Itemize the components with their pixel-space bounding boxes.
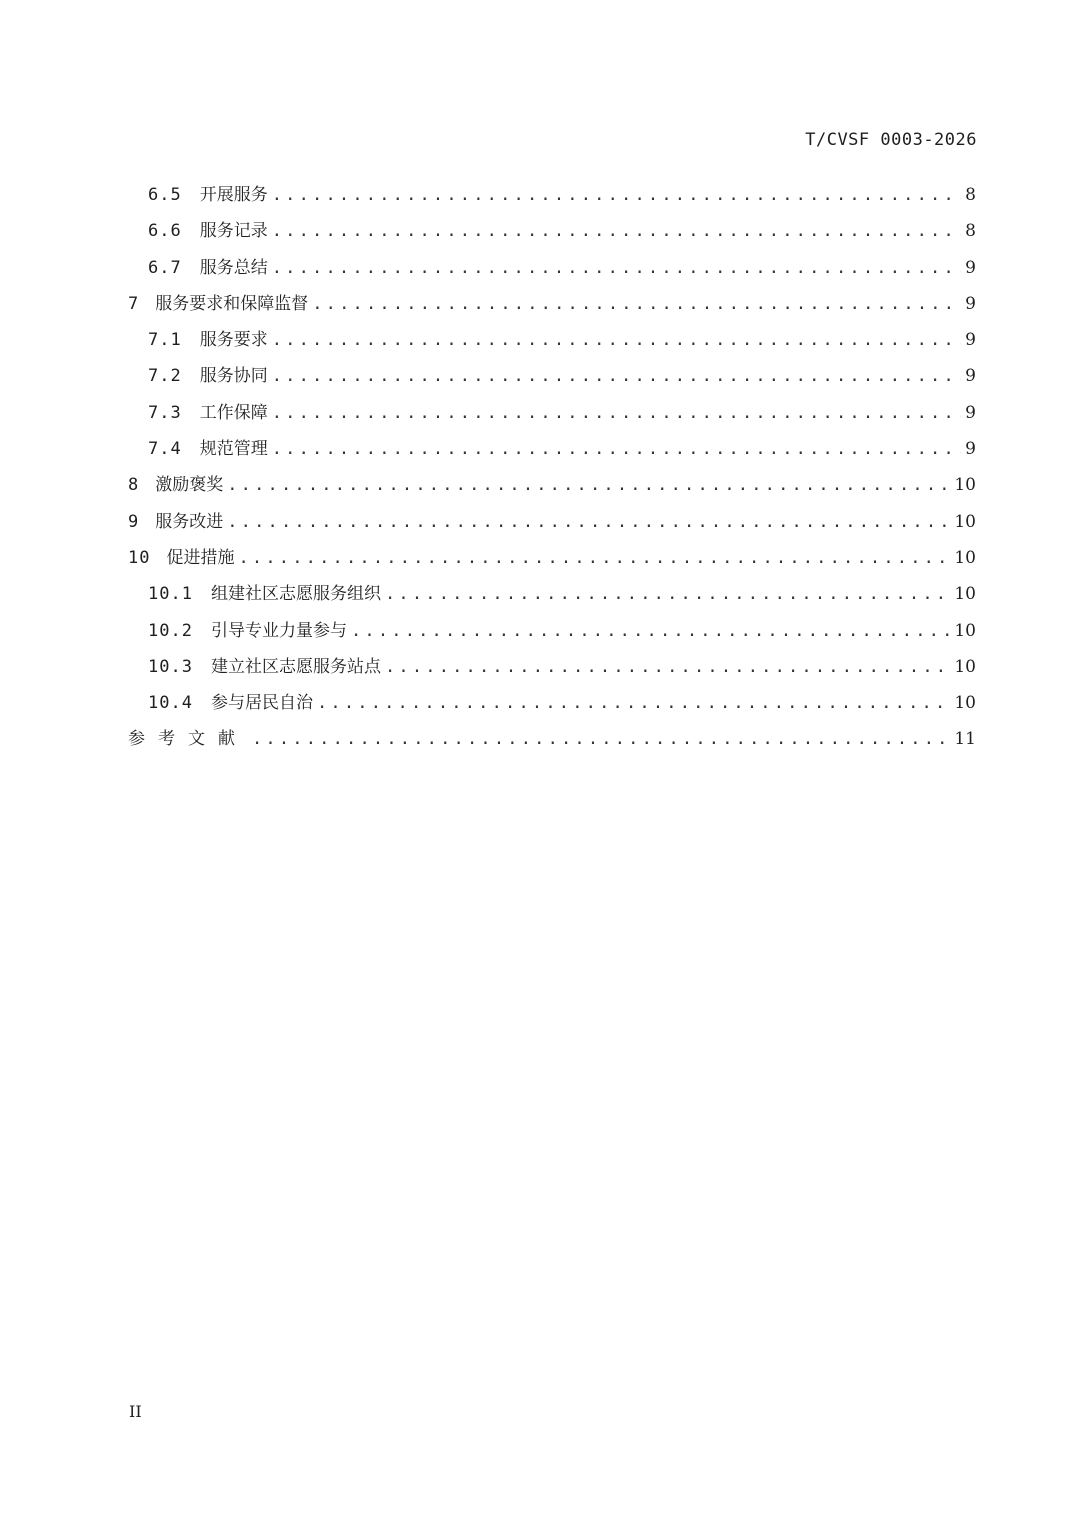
toc-dot-leader	[252, 729, 950, 749]
toc-entry-title: 开展服务	[199, 185, 268, 205]
toc-entry-8[interactable]	[128, 470, 976, 506]
toc-entry-title: 服务总结	[199, 257, 268, 278]
toc-dot-leader	[272, 403, 961, 423]
toc-entry-title: 服务协同	[199, 366, 268, 387]
toc-entry-page: 10	[954, 475, 976, 496]
toc-dot-leader	[272, 221, 961, 241]
toc-entry-title: 建立社区志愿服务站点	[210, 656, 381, 677]
toc-entry-10-4[interactable]	[128, 688, 976, 724]
toc-entry-page: 11	[954, 729, 976, 750]
toc-entry-number: 7.2	[148, 366, 182, 387]
table-of-contents	[128, 180, 976, 761]
toc-entry-number: 10.2	[148, 620, 193, 641]
toc-entry-title: 工作保障	[199, 402, 268, 423]
toc-entry-7-1[interactable]	[128, 325, 976, 361]
toc-dot-leader	[317, 693, 950, 713]
toc-entry-number: 10.4	[148, 693, 193, 714]
toc-entry-number: 7.1	[148, 330, 182, 351]
toc-entry-7-3[interactable]	[128, 398, 976, 434]
toc-entry-page: 10	[954, 547, 976, 568]
toc-entry-10-2[interactable]	[128, 616, 976, 652]
toc-entry-number: 7.3	[148, 402, 182, 423]
toc-entry-10[interactable]	[128, 543, 976, 579]
toc-dot-leader	[351, 621, 950, 641]
toc-entry-number: 10.3	[148, 656, 193, 677]
toc-dot-leader	[272, 185, 961, 205]
toc-dot-leader	[238, 548, 950, 568]
toc-entry-7-4[interactable]	[128, 434, 976, 470]
toc-entry-page: 9	[965, 257, 976, 278]
toc-entry-number: 7	[128, 293, 140, 314]
toc-dot-leader	[227, 475, 950, 495]
toc-entry-page: 10	[954, 656, 976, 677]
toc-entry-page: 10	[954, 584, 976, 605]
toc-entry-title: 参与居民自治	[210, 693, 313, 714]
toc-entry-number: 9	[128, 511, 140, 532]
toc-entry-number: 10.1	[148, 584, 193, 605]
toc-dot-leader	[385, 584, 950, 604]
toc-entry-number: 10	[128, 547, 151, 568]
toc-dot-leader	[272, 330, 961, 350]
toc-dot-leader	[312, 294, 961, 314]
toc-entry-title: 规范管理	[199, 439, 268, 460]
toc-entry-title: 促进措施	[166, 547, 235, 568]
toc-entry-number: 6.6	[148, 221, 182, 242]
page-number: II	[129, 1402, 142, 1421]
toc-entry-page: 9	[965, 366, 976, 387]
toc-entry-7-2[interactable]	[128, 361, 976, 397]
toc-entry-page: 9	[965, 330, 976, 351]
toc-entry-page: 8	[965, 221, 976, 242]
toc-dot-leader	[272, 366, 961, 386]
toc-entry-number: 8	[128, 475, 140, 496]
toc-entry-number: 6.7	[148, 257, 182, 278]
toc-entry-page: 9	[965, 293, 976, 314]
toc-dot-leader	[227, 512, 950, 532]
toc-entry-title: 组建社区志愿服务组织	[210, 584, 381, 605]
toc-entry-6-5[interactable]	[128, 180, 976, 216]
toc-entry-number: 7.4	[148, 439, 182, 460]
toc-entry-6-7[interactable]	[128, 253, 976, 289]
toc-entry-9[interactable]	[128, 507, 976, 543]
toc-entry-page: 10	[954, 620, 976, 641]
toc-entry-references[interactable]	[128, 724, 976, 760]
toc-entry-6-6[interactable]	[128, 216, 976, 252]
toc-entry-number: 6.5	[148, 185, 182, 205]
toc-entry-page: 9	[965, 402, 976, 423]
toc-entry-page: 10	[954, 511, 976, 532]
toc-entry-title: 服务改进	[155, 511, 224, 532]
toc-dot-leader	[385, 657, 950, 677]
toc-entry-10-1[interactable]	[128, 579, 976, 615]
toc-entry-title: 激励褒奖	[155, 475, 224, 496]
toc-dot-leader	[272, 439, 961, 459]
toc-dot-leader	[272, 258, 961, 278]
document-code: T/CVSF 0003-2026	[805, 130, 977, 150]
toc-entry-page: 10	[954, 693, 976, 714]
toc-entry-7[interactable]	[128, 289, 976, 325]
toc-entry-title: 服务要求和保障监督	[155, 293, 309, 314]
toc-entry-10-3[interactable]	[128, 652, 976, 688]
toc-entry-title: 服务要求	[199, 330, 268, 351]
toc-entry-title: 引导专业力量参与	[210, 620, 347, 641]
toc-entry-page: 8	[965, 185, 976, 205]
toc-entry-title: 服务记录	[199, 221, 268, 242]
toc-entry-title: 参考文献	[128, 729, 248, 750]
toc-entry-page: 9	[965, 439, 976, 460]
